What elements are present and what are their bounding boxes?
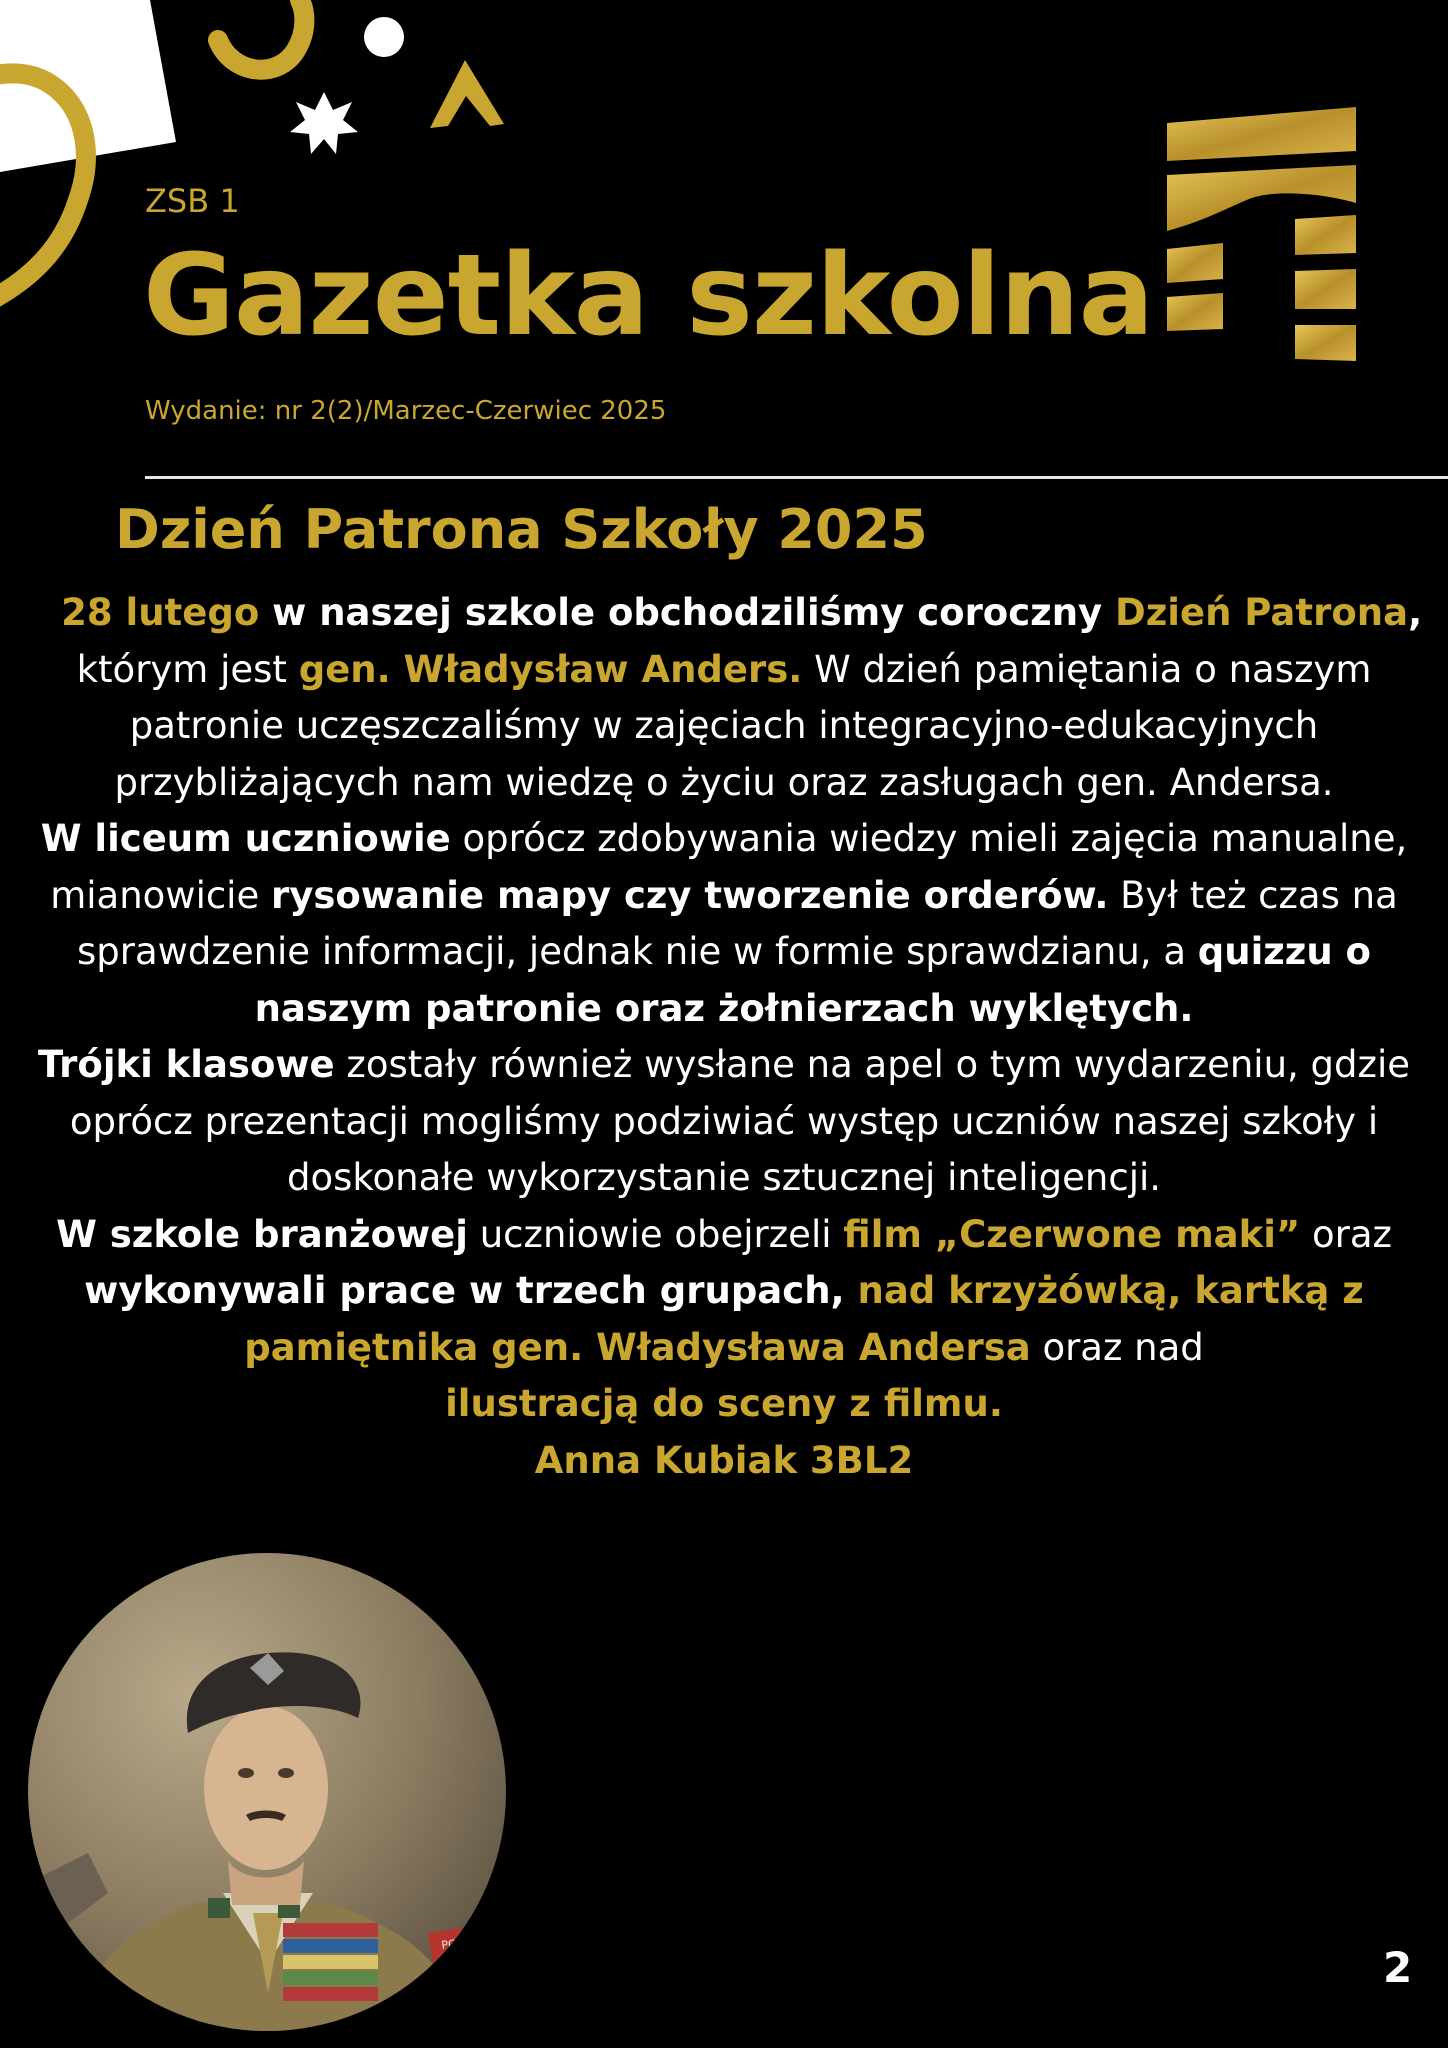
edition-info: Wydanie: nr 2(2)/Marzec-Czerwiec 2025 <box>145 396 667 426</box>
header-divider <box>145 476 1448 479</box>
article-paragraph: Trójki klasowe zostały również wysłane na apel o tym wydarzeniu, gdzie oprócz prezentacji mogliśmy podziwiać występ uczniów naszej szkoły i doskonałe wykorzystanie sztucznej inteligencji. <box>37 1043 1410 1199</box>
article-paragraph: 28 lutego w naszej szkole obchodziliśmy coroczny Dzień Patrona, którym jest gen. Władysław Anders. W dzień pamiętania o naszym patronie uczęszczaliśmy w zajęciach integracyjno-edukacyjnych przybliżających nam wiedzę o życiu oraz zasługach gen. Andersa. <box>61 591 1423 804</box>
page-number: 2 <box>1383 1943 1413 1992</box>
gold-hook-shape <box>218 0 304 70</box>
page-title: Gazetka szkolna <box>143 231 1154 361</box>
patron-portrait <box>28 1553 506 2031</box>
white-star-shape <box>290 92 358 154</box>
shoulder-badge-text: POLAND <box>440 1932 488 1952</box>
white-dot-shape <box>364 17 404 57</box>
article-author: Anna Kubiak 3BL2 <box>534 1438 914 1482</box>
article-body <box>25 585 1423 1489</box>
school-name: ZSB 1 <box>145 182 240 220</box>
article-paragraph: W szkole branżowej uczniowie obejrzeli film „Czerwone maki” oraz wykonywali prace w trzech grupach, nad krzyżówką, kartką z pamiętnika gen. Władysława Andersa oraz nad ilustracją do sceny z filmu. <box>56 1212 1392 1425</box>
article-paragraph: W liceum uczniowie oprócz zdobywania wiedzy mieli zajęcia manualne, mianowicie rysowanie mapy czy tworzenie orderów. Był też czas na sprawdzenie informacji, jednak nie w formie sprawdzianu, a quizzu o naszym patronie oraz żołnierzach wyklętych. <box>40 817 1408 1030</box>
article-heading: Dzień Patrona Szkoły 2025 <box>115 498 928 561</box>
gold-caret-shape <box>430 60 504 128</box>
medal-ribbons <box>283 1923 378 2001</box>
arch-logo-icon <box>1163 103 1359 363</box>
